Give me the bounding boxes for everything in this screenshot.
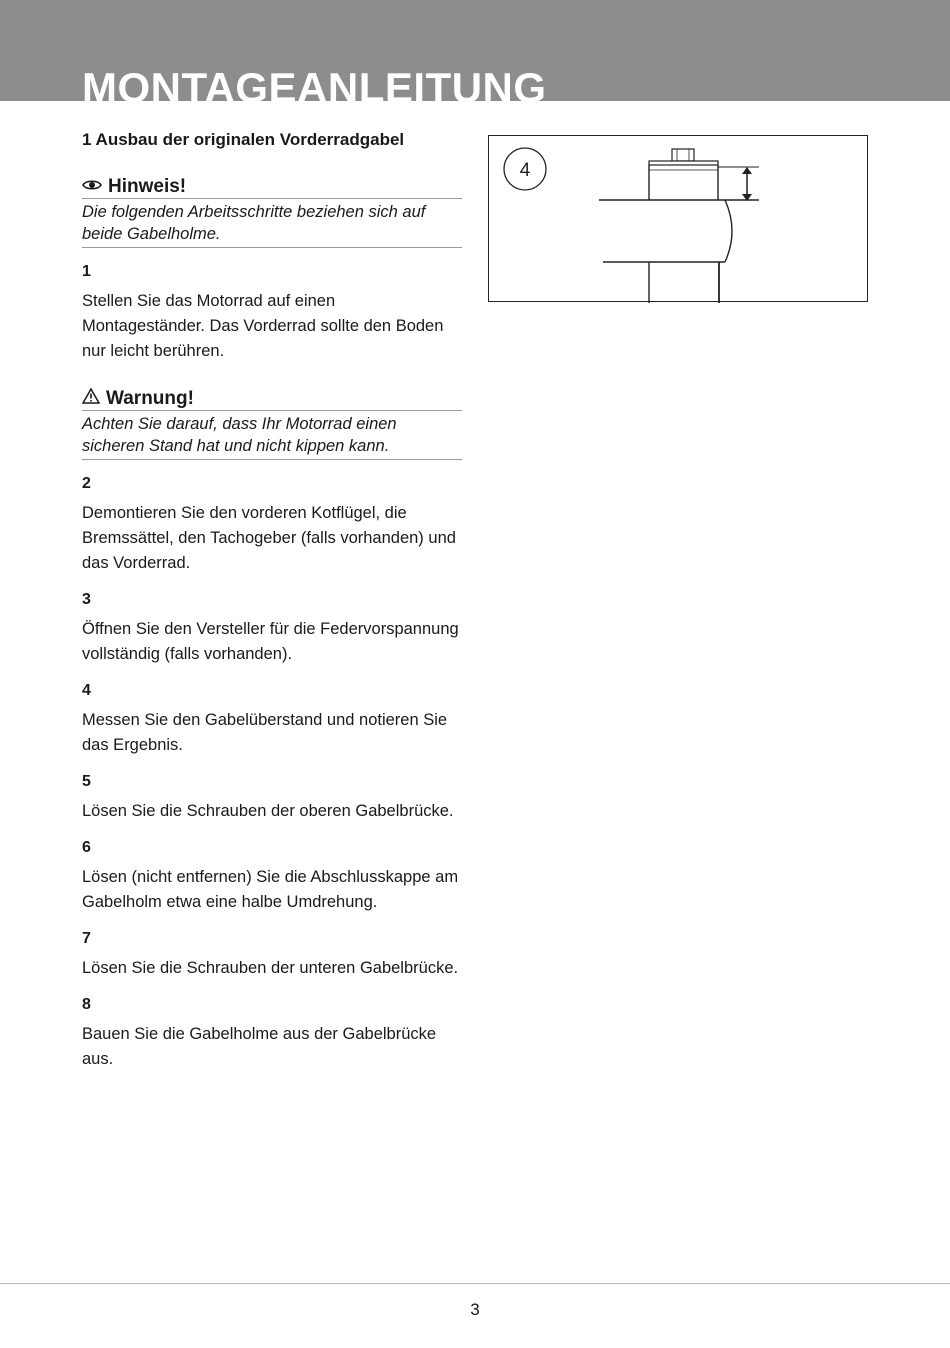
figure-label: 4	[519, 160, 531, 181]
step-text: Demontieren Sie den vorderen Kotflügel, die Bremssättel, den Tachogeber (falls vorhanden) und das Vorderrad.	[82, 504, 456, 572]
step-item	[82, 589, 462, 667]
fork-diagram	[489, 136, 869, 303]
hint-header	[82, 176, 462, 199]
step-text: Bauen Sie die Gabelholme aus der Gabelbrücke aus.	[82, 1025, 437, 1068]
step-item	[82, 261, 462, 364]
step-text: Lösen Sie die Schrauben der oberen Gabelbrücke.	[82, 802, 454, 820]
step-item	[82, 771, 462, 824]
header-band	[0, 0, 950, 101]
fork-measurement-figure	[488, 135, 868, 302]
step-number: 2	[82, 475, 91, 492]
step-number: 5	[82, 773, 91, 790]
step-text: Lösen Sie die Schrauben der unteren Gabelbrücke.	[82, 959, 459, 977]
step-text: Messen Sie den Gabelüberstand und notieren Sie das Ergebnis.	[82, 711, 448, 754]
steps-group-a	[82, 261, 462, 364]
step-item	[82, 680, 462, 758]
warning-triangle-icon	[82, 388, 100, 410]
step-number: 1	[82, 263, 91, 280]
step-number: 3	[82, 591, 91, 608]
eye-icon	[82, 176, 102, 198]
step-item	[82, 928, 462, 981]
step-number: 4	[82, 682, 91, 699]
step-item	[82, 473, 462, 576]
step-number: 6	[82, 839, 91, 856]
step-text: Lösen (nicht entfernen) Sie die Abschlusskappe am Gabelholm etwa eine halbe Umdrehung.	[82, 868, 459, 911]
section-heading: 1 Ausbau der originalen Vorderradgabel	[82, 130, 405, 149]
hint-text: Die folgenden Arbeitsschritte beziehen sich auf beide Gabelholme.	[82, 199, 462, 248]
steps-group-b	[82, 473, 462, 1072]
step-item	[82, 837, 462, 915]
hint-label: Hinweis!	[108, 176, 187, 197]
hint-callout	[82, 176, 462, 248]
page-title: MONTAGEANLEITUNG	[82, 64, 547, 101]
warning-callout	[82, 388, 462, 460]
step-number: 8	[82, 996, 91, 1013]
warning-label: Warnung!	[106, 388, 194, 409]
step-item	[82, 994, 462, 1072]
step-text: Stellen Sie das Motorrad auf einen Montageständer. Das Vorderrad sollte den Boden nur leicht berühren.	[82, 292, 444, 360]
step-number: 7	[82, 930, 91, 947]
warning-text: Achten Sie darauf, dass Ihr Motorrad einen sicheren Stand hat und nicht kippen kann.	[82, 411, 462, 460]
warning-header	[82, 388, 462, 411]
fork-cap-bolt	[672, 149, 694, 161]
step-text: Öffnen Sie den Versteller für die Federvorspannung vollständig (falls vorhanden).	[82, 620, 459, 663]
instructions-column	[82, 128, 462, 1072]
fork-cap-top	[649, 161, 718, 165]
page-number: 3	[470, 1300, 480, 1319]
footer-divider	[0, 1283, 950, 1284]
